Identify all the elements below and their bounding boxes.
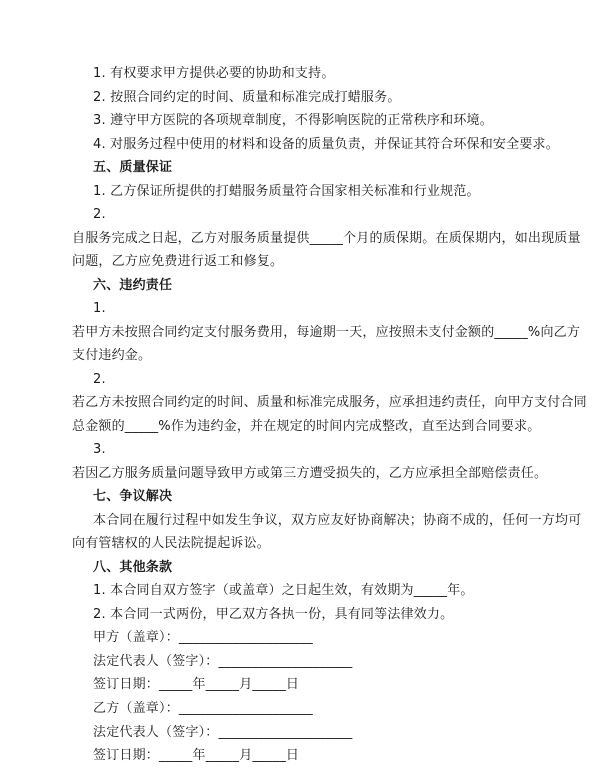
party-a-representative-line: 法定代表人（签字）：____________________ xyxy=(93,653,353,669)
dispute-text-line2: 向有管辖权的人民法院提起诉讼。 xyxy=(72,536,271,552)
quality-item-2-text-line2: 问题，乙方应免费进行返工和修复。 xyxy=(72,254,284,270)
other-item-1: 1. 本合同自双方签字（或盖章）之日起生效，有效期为_____年。 xyxy=(93,583,474,599)
dispute-text-line1: 本合同在履行过程中如发生争议，双方应友好协商解决；协商不成的，任何一方均可 xyxy=(93,512,582,528)
party-b-representative-line: 法定代表人（签字）：____________________ xyxy=(93,724,353,740)
obligation-item-4: 4. 对服务过程中使用的材料和设备的质量负责，并保证其符合环保和安全要求。 xyxy=(93,136,559,152)
party-a-seal-line: 甲方（盖章）：____________________ xyxy=(93,630,313,646)
liability-item-1-text-line2: 支付违约金。 xyxy=(72,348,152,364)
liability-item-2-number: 2. xyxy=(93,371,106,387)
section-heading-liability: 六、违约责任 xyxy=(93,277,173,293)
liability-item-3-number: 3. xyxy=(93,442,106,458)
quality-item-1: 1. 乙方保证所提供的打蜡服务质量符合国家相关标准和行业规范。 xyxy=(93,183,480,199)
section-heading-dispute: 七、争议解决 xyxy=(93,489,173,505)
section-heading-quality: 五、质量保证 xyxy=(93,160,173,176)
other-item-2: 2. 本合同一式两份，甲乙双方各执一份，具有同等法律效力。 xyxy=(93,606,454,622)
quality-item-2-text-line1: 自服务完成之日起，乙方对服务质量提供_____个月的质保期。在质保期内，如出现质量 xyxy=(72,230,581,246)
obligation-item-2: 2. 按照合同约定的时间、质量和标准完成打蜡服务。 xyxy=(93,89,401,105)
liability-item-2-text-line2: 总金额的_____%作为违约金，并在规定的时间内完成整改，直至达到合同要求。 xyxy=(72,418,541,434)
liability-item-2-text-line1: 若乙方未按照合同约定的时间、质量和标准完成服务，应承担违约责任，向甲方支付合同 xyxy=(72,395,587,411)
quality-item-2-number: 2. xyxy=(93,207,106,223)
liability-item-1-number: 1. xyxy=(93,301,106,317)
party-b-sign-date-line: 签订日期：_____年_____月_____日 xyxy=(93,748,300,763)
liability-item-3-text: 若因乙方服务质量问题导致甲方或第三方遭受损失的，乙方应承担全部赔偿责任。 xyxy=(72,465,548,481)
obligation-item-3: 3. 遵守甲方医院的各项规章制度，不得影响医院的正常秩序和环境。 xyxy=(93,113,493,128)
liability-item-1-text-line1: 若甲方未按照合同约定支付服务费用，每逾期一天，应按照未支付金额的_____%向乙方 xyxy=(72,324,581,340)
party-a-sign-date-line: 签订日期：_____年_____月_____日 xyxy=(93,677,300,693)
section-heading-other: 八、其他条款 xyxy=(93,559,173,575)
obligation-item-1: 1. 有权要求甲方提供必要的协助和支持。 xyxy=(93,66,335,81)
party-b-seal-line: 乙方（盖章）：____________________ xyxy=(93,701,313,716)
